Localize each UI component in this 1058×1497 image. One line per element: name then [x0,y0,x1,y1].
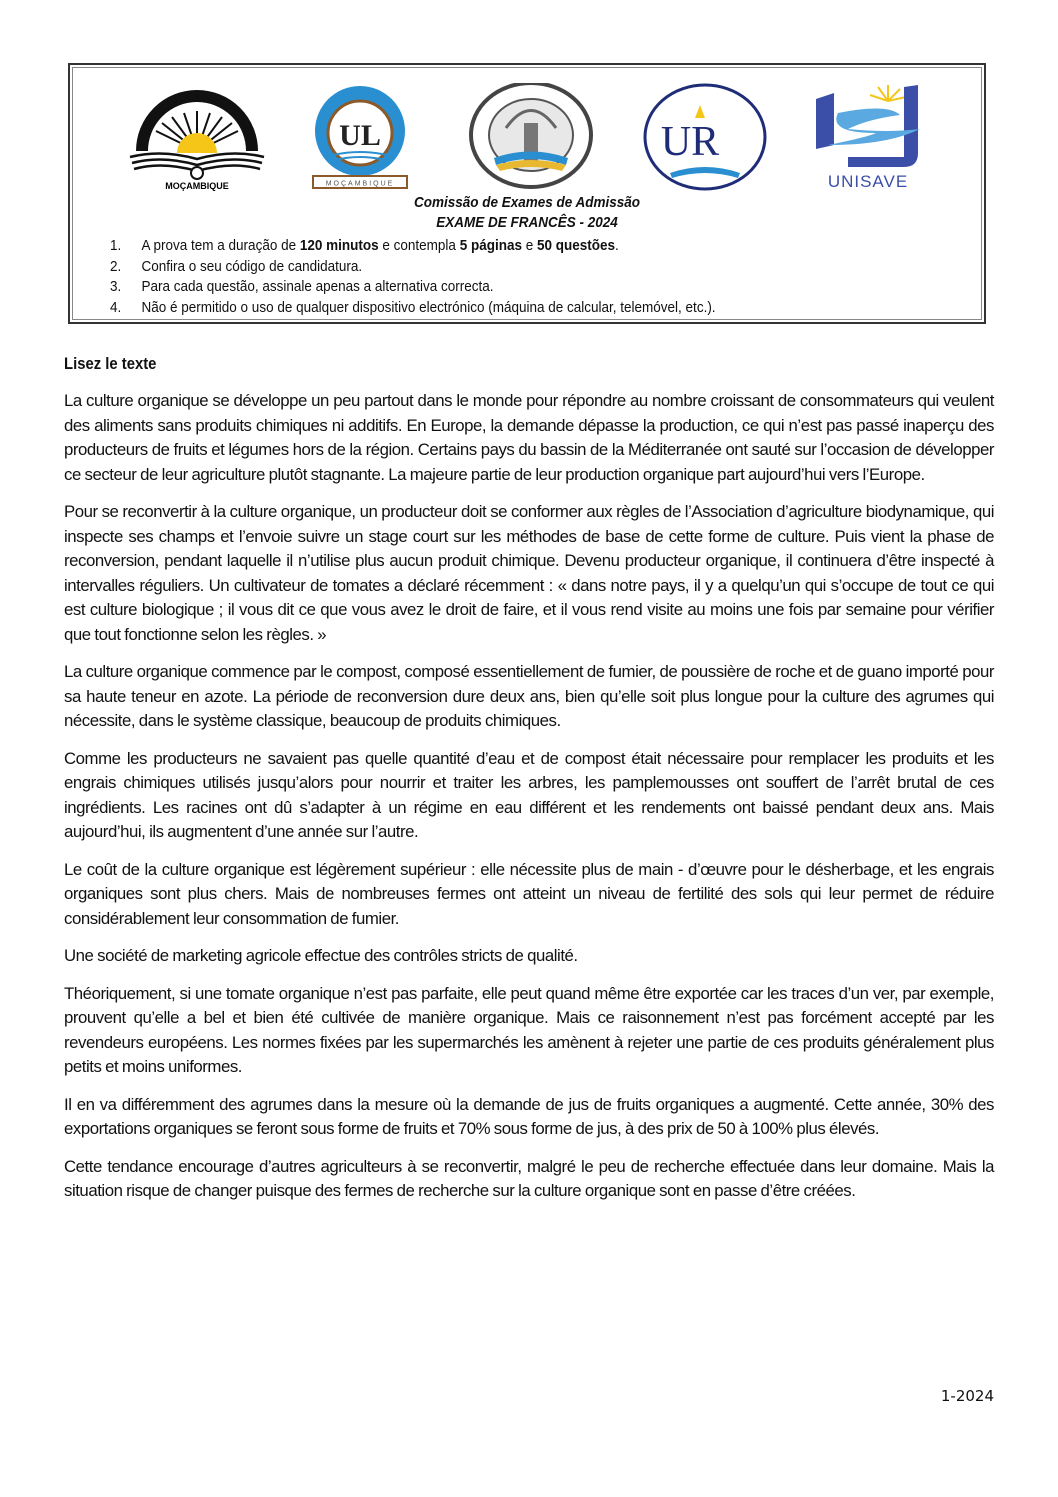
rule-text-part: Não é permitido o uso de qualquer dispositivo electrónico (máquina de calcular, telemóvel, etc.). [141,298,716,316]
universidade-licungo-logo [305,83,415,193]
unisave-logo [808,83,928,193]
universidade-rovuma-logo [640,83,770,193]
rule-text-part: Confira o seu código de candidatura. [141,257,363,275]
rule-text-part: Para cada questão, assinale apenas a alternativa correcta. [141,278,494,295]
rule-number: 2. [110,257,122,275]
passage-paragraph: Le coût de la culture organique est légèrement supérieur : elle nécessite plus de main - d’œuvre pour le désherbage, et les engrais organiques sont plus chers. Mais de nombreuses fermes ont atteint un niveau de fertilité des sols qui leur permet de réduire considérablement leur consommation de fumier. [64,859,994,928]
exam-header-box [68,63,986,324]
rule-text [142,277,494,298]
reading-passage [64,352,994,1217]
passage-paragraphs [64,389,994,1204]
exam-rule-item [110,236,716,257]
rovuma-mark: UR [660,119,720,165]
university-logos [70,83,984,193]
rule-number: 3. [110,278,122,295]
rule-text-part: . [615,237,619,254]
exam-header-titles [116,193,939,233]
committee-name: Comissão de Exames de Admissão [413,194,641,211]
passage-paragraph: La culture organique se développe un peu partout dans le monde pour répondre au nombre croissant de consommateurs qui veulent des aliments sans produits chimiques ni additifs. En Europe, la demande dépasse la production, ce qui n’est pas passé inaperçu des producteurs de fruits et légumes hors de la région. Certains pays du bassin de la Méditerranée ont sauté sur l’occasion de développer ce secteur de leur agriculture plutôt stagnante. La majeure partie de leur production organique part aujourd’hui vers l’Europe. [64,391,994,484]
logo-caption: UNISAVE [827,172,909,191]
universidade-pungue-logo [466,83,596,193]
rule-text-part: e [521,237,537,254]
exam-rule-item [110,298,716,319]
passage-paragraph: Une société de marketing agricole effectue des contrôles stricts de qualité. [64,946,578,965]
exam-rules-list [110,236,783,318]
passage-paragraph: Cette tendance encourage d’autres agriculteurs à se reconvertir, malgré le peu de recherche effectuée dans leur domaine. Mais la situation risque de changer puisque des fermes de recherche sur la culture organique sont en passe d’être créées. [64,1156,994,1200]
rule-text [142,257,363,278]
rule-text-part: A prova tem a duração de [141,237,300,254]
passage-paragraph: Comme les producteurs ne savaient pas quelle quantité d’eau et de compost était nécessaire pour remplacer les produits et les engrais chimiques utilisés jusqu’alors pour nourrir et traiter les arbres, les pamplemousses ont souffert de l’arrêt brutal de ces ingrédients. Les racines ont dû s’adapter à un régime en eau différent et les rendements ont baissé pendant deux ans. Mais aujourd’hui, ils augmentent d’une année sur l’autre. [64,748,994,841]
passage-paragraph: Il en va différemment des agrumes dans la mesure où la demande de jus de fruits organiques a augmenté. Cette année, 30% des exportations organiques se feront sous forme de fruits et 70% sous forme de jus, à des prix de 50 à 100% plus élevés. [64,1094,994,1138]
passage-paragraph: Pour se reconvertir à la culture organique, un producteur doit se conformer aux règles de l’Association d’agriculture biodynamique, qui inspecte ses champs et l’envoie suivre un stage court sur les méthodes de base de cette forme de culture. Puis vient la phase de reconversion, pendant laquelle il n’utilise plus aucun produit chimique. Devenu producteur organique, il continuera d’être inspecté à intervalles réguliers. Un cultivateur de tomates a déclaré récemment : « dans notre pays, il y a quelqu’un qui s’occupe de tout ce qui est culture biologique ; il vous dit ce que vous avez le droit de faire, et il vous rend visite au moins une fois par semaine pour vérifier que tout fonctionne selon les règles. » [64,502,994,644]
rule-text-part: e contempla [378,237,460,254]
section-title: Lisez le texte [64,355,157,373]
logo-caption: MOÇAMBIQUE [165,181,229,191]
exam-rule-item [110,277,716,298]
licungo-mark: UL [339,119,381,152]
rule-number: 4. [110,298,122,316]
rule-emphasis: 50 questões [536,237,616,254]
rule-emphasis: 5 páginas [459,237,522,254]
page-number: 1-2024 [940,1387,994,1405]
exam-rule-item [110,257,716,278]
passage-paragraph: La culture organique commence par le compost, composé essentiellement de fumier, de poussière de roche et de guano importé pour sa haute teneur en azote. La période de reconversion dure deux ans, bien qu’elle soit plus longue pour la culture des agrumes qui nécessite, dans le système classique, beaucoup de produits chimiques. [64,662,994,730]
exam-title: EXAME DE FRANCÊS - 2024 [436,214,618,231]
universidade-pedagogica-maputo-logo [122,83,272,193]
rule-text [142,298,716,319]
passage-paragraph: Théoriquement, si une tomate organique n’est pas parfaite, elle peut quand même être exportée car les traces d’un ver, par exemple, prouvent qu’elle a bel et bien été cultivée de manière organique. Mais ce raisonnement n’est pas forcément accepté par les revendeurs européens. Les normes fixées par les supermarchés les amènent à rejeter une partie de ces produits généralement plus petits et moins uniformes. [64,983,994,1076]
rule-number: 1. [110,237,122,254]
logo-caption: MOÇAMBIQUE [325,180,395,188]
rule-text [142,236,619,257]
rule-emphasis: 120 minutos [299,237,379,254]
